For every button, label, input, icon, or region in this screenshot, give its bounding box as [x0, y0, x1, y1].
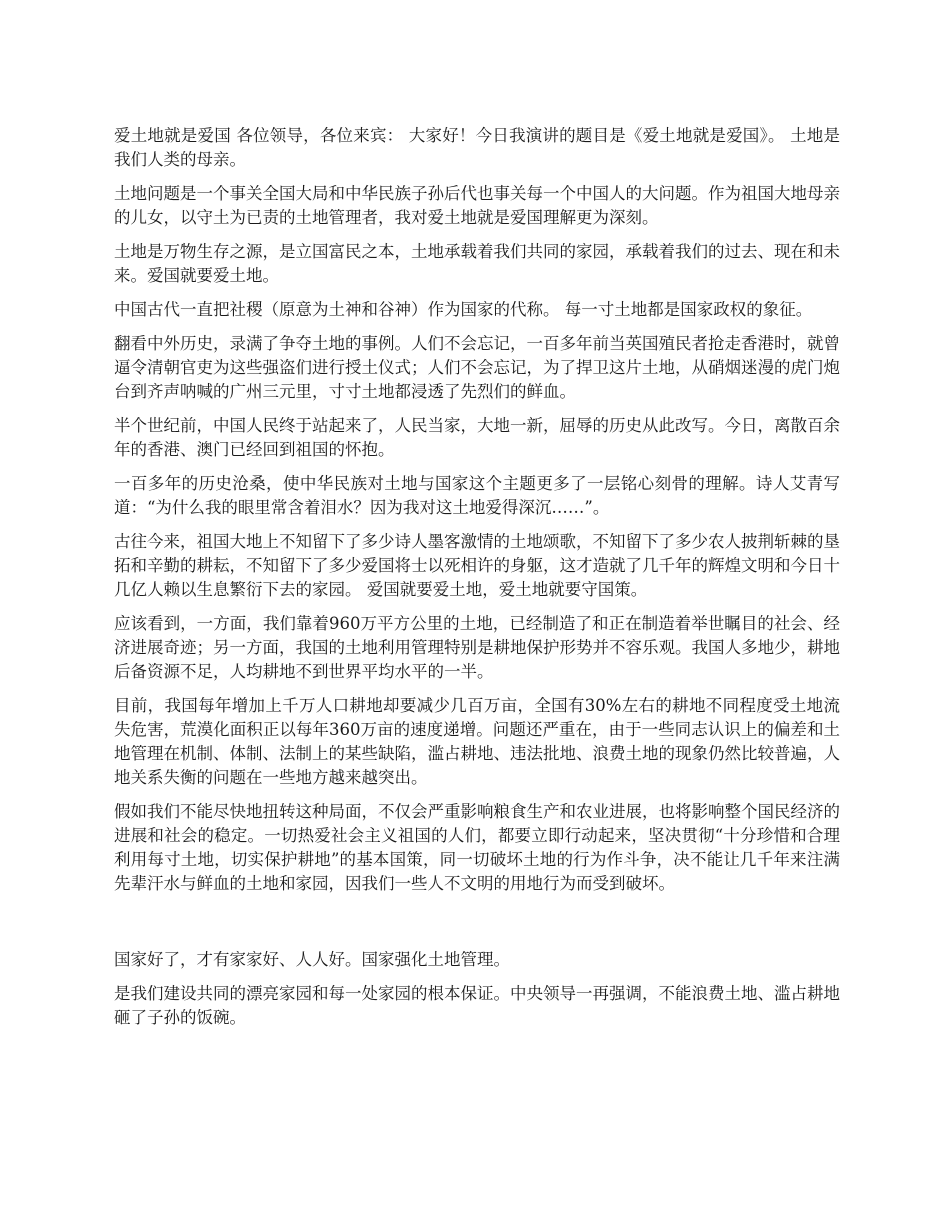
- paragraph-2: 土地问题是一个事关全国大局和中华民族子孙后代也事关每一个中国人的大问题。作为祖国大地母亲的儿女，以守土为已责的土地管理者，我对爱土地就是爱国理解更为深刻。: [114, 184, 840, 227]
- paragraph-1: 爱土地就是爱国 各位领导，各位来宾： 大家好！今日我演讲的题目是《爱土地就是爱国》。 土地是我们人类的母亲。: [114, 126, 840, 169]
- paragraph-7: 一百多年的历史沧桑，使中华民族对土地与国家这个主题更多了一层铭心刻骨的理解。诗人艾青写道：“为什么我的眼里常含着泪水？因为我对这土地爱得深沉……”。: [114, 474, 840, 517]
- paragraph-8: 古往今来，祖国大地上不知留下了多少诗人墨客激情的土地颂歌，不知留下了多少农人披荆斩棘的垦拓和辛勤的耕耘，不知留下了多少爱国将士以死相许的身躯，这才造就了几千年的辉煌文明和今日十几亿人赖以生息繁衍下去的家园。 爱国就要爱土地，爱土地就要守国策。: [114, 532, 840, 599]
- paragraph-3: 土地是万物生存之源，是立国富民之本，土地承载着我们共同的家园，承载着我们的过去、现在和未来。爱国就要爱土地。: [114, 242, 840, 285]
- paragraph-10: 目前，我国每年增加上千万人口耕地却要减少几百万亩，全国有30%左右的耕地不同程度受土地流失危害，荒漠化面积正以每年360万亩的速度递增。问题还严重在，由于一些同志认识上的偏差和土地管理在机制、体制、法制上的某些缺陷，滥占耕地、违法批地、浪费土地的现象仍然比较普遍，人地关系失衡的问题在一些地方越来越突出。: [114, 696, 840, 787]
- section-gap: [114, 906, 840, 948]
- document-body: [114, 124, 840, 1040]
- paragraph-13: 是我们建设共同的漂亮家园和每一处家园的根本保证。中央领导一再强调，不能浪费土地、滥占耕地砸了子孙的饭碗。: [114, 984, 840, 1027]
- paragraph-11: 假如我们不能尽快地扭转这种局面，不仅会严重影响粮食生产和农业进展，也将影响整个国民经济的进展和社会的稳定。一切热爱社会主义祖国的人们，都要立即行动起来，坚决贯彻“十分珍惜和合理利用每寸土地，切实保护耕地”的基本国策，同一切破坏土地的行为作斗争，决不能让几千年来注满先辈汗水与鲜血的土地和家园，因我们一些人不文明的用地行为而受到破坏。: [114, 802, 840, 893]
- paragraph-6: 半个世纪前，中国人民终于站起来了，人民当家，大地一新，屈辱的历史从此改写。今日，离散百余年的香港、澳门已经回到祖国的怀抱。: [114, 416, 840, 459]
- paragraph-12: 国家好了，才有家家好、人人好。国家强化土地管理。: [114, 950, 510, 969]
- paragraph-5: 翻看中外历史，录满了争夺土地的事例。人们不会忘记，一百多年前当英国殖民者抢走香港时，就曾逼令清朝官吏为这些强盗们进行授土仪式；人们不会忘记，为了捍卫这片土地，从硝烟迷漫的虎门炮台到齐声呐喊的广州三元里，寸寸土地都浸透了先烈们的鲜血。: [114, 334, 840, 401]
- paragraph-4: 中国古代一直把社稷（原意为土神和谷神）作为国家的代称。 每一寸土地都是国家政权的象征。: [114, 300, 813, 319]
- paragraph-9: 应该看到，一方面，我们靠着960万平方公里的土地，已经制造了和正在制造着举世瞩目的社会、经济进展奇迹；另一方面，我国的土地利用管理特别是耕地保护形势并不容乐观。我国人多地少，耕地后备资源不足，人均耕地不到世界平均水平的一半。: [114, 614, 840, 681]
